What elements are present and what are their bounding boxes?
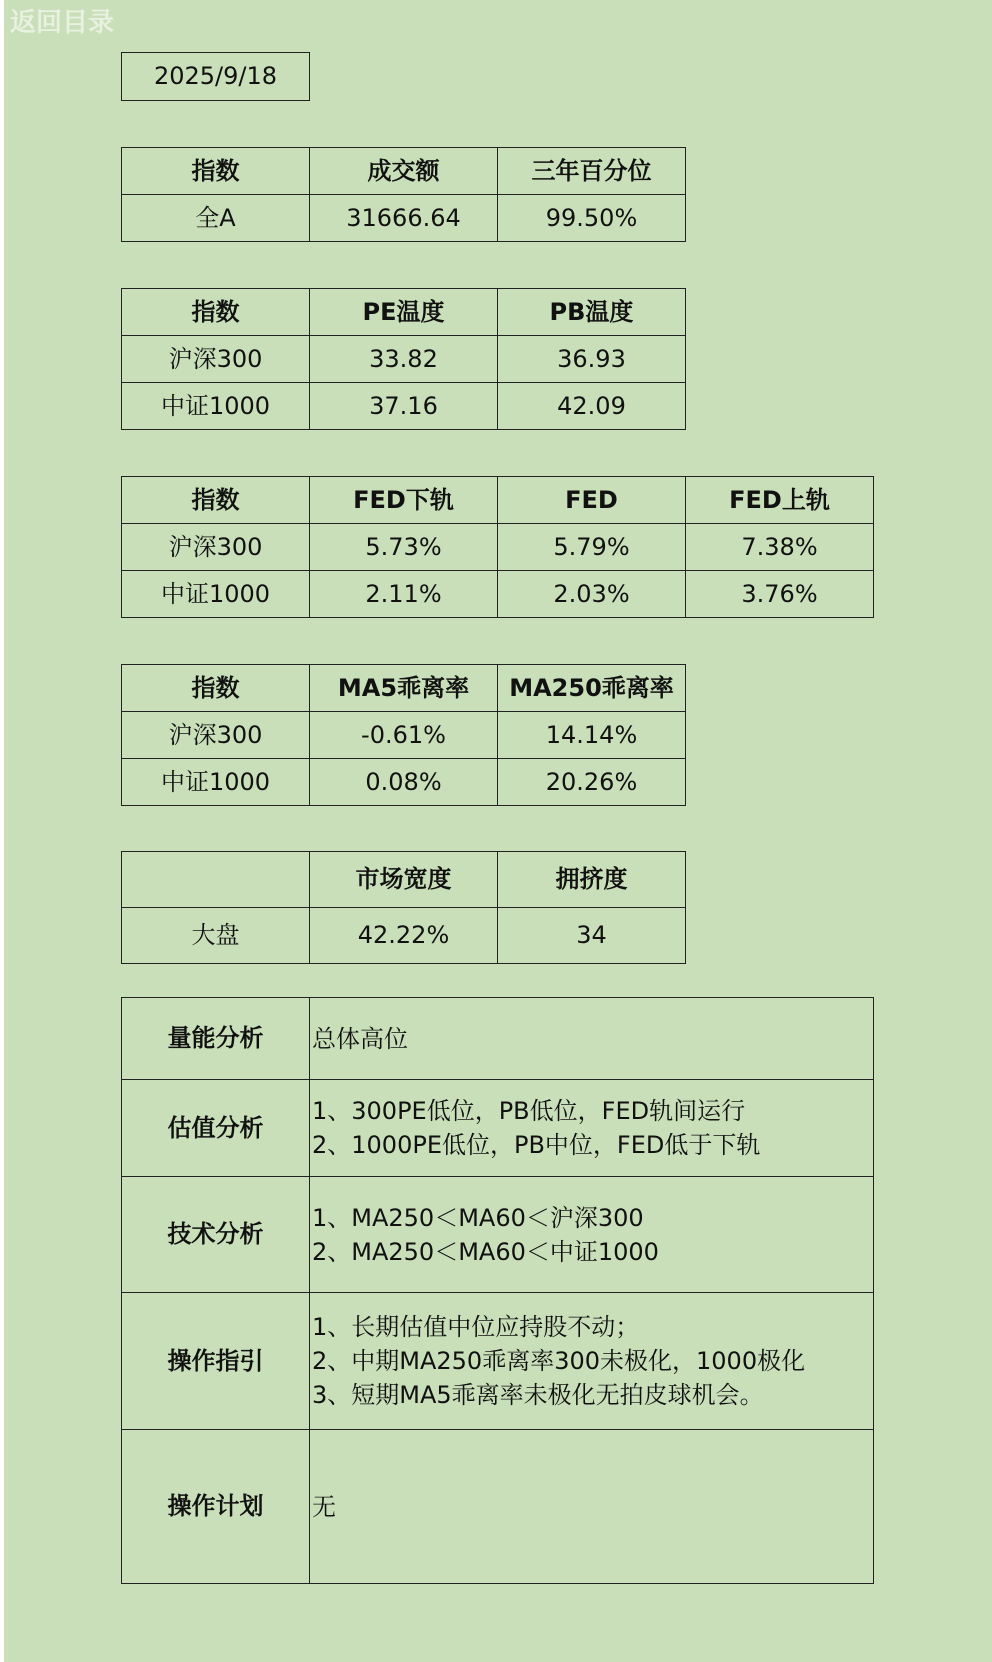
analysis-content: [309, 1429, 874, 1584]
date-cell: 2025/9/18: [121, 52, 310, 101]
analysis-line: 3、短期MA5乖离率未极化无拍皮球机会。: [312, 1381, 764, 1409]
table-cell: 42.09: [497, 382, 686, 430]
analysis-line: 无: [312, 1492, 336, 1521]
table-cell: 33.82: [309, 335, 498, 383]
table-header-cell: MA250乖离率: [497, 664, 686, 712]
analysis-line: 2、1000PE低位，PB中位，FED低于下轨: [312, 1131, 761, 1159]
analysis-label: 技术分析: [121, 1176, 310, 1293]
analysis-label: 估值分析: [121, 1079, 310, 1177]
table-cell: 沪深300: [121, 711, 310, 759]
analysis-label: 量能分析: [121, 997, 310, 1080]
table-cell: 5.79%: [497, 523, 686, 571]
analysis-content: [309, 1176, 874, 1293]
table-header-cell: [121, 851, 310, 908]
analysis-label: 操作指引: [121, 1292, 310, 1430]
analysis-content: [309, 1079, 874, 1177]
table-cell: 36.93: [497, 335, 686, 383]
analysis-line: 总体高位: [312, 1024, 408, 1053]
table-cell: 全A: [121, 194, 310, 242]
table-cell: 2.03%: [497, 570, 686, 618]
table-cell: 99.50%: [497, 194, 686, 242]
table-cell: 沪深300: [121, 523, 310, 571]
table-cell: 3.76%: [685, 570, 874, 618]
table-header-cell: 拥挤度: [497, 851, 686, 908]
analysis-label: 操作计划: [121, 1429, 310, 1584]
table-cell: 34: [497, 907, 686, 964]
table-header-cell: 三年百分位: [497, 147, 686, 195]
table-header-cell: 指数: [121, 476, 310, 524]
table-header-cell: PE温度: [309, 288, 498, 336]
table-header-cell: FED: [497, 476, 686, 524]
table-header-cell: 指数: [121, 288, 310, 336]
table-header-cell: 指数: [121, 664, 310, 712]
table-header-cell: 成交额: [309, 147, 498, 195]
table-cell: 中证1000: [121, 570, 310, 618]
analysis-line: 2、MA250＜MA60＜中证1000: [312, 1237, 659, 1266]
table-cell: 14.14%: [497, 711, 686, 759]
table-cell: 中证1000: [121, 758, 310, 806]
table-header-cell: MA5乖离率: [309, 664, 498, 712]
analysis-line: 2、中期MA250乖离率300未极化，1000极化: [312, 1347, 806, 1375]
table-cell: 20.26%: [497, 758, 686, 806]
back-to-index-link[interactable]: 返回目录: [10, 8, 115, 38]
table-cell: 7.38%: [685, 523, 874, 571]
table-cell: 2.11%: [309, 570, 498, 618]
analysis-line: 1、MA250＜MA60＜沪深300: [312, 1203, 644, 1232]
table-cell: 42.22%: [309, 907, 498, 964]
table-cell: 大盘: [121, 907, 310, 964]
table-cell: -0.61%: [309, 711, 498, 759]
left-edge-strip: [0, 0, 4, 1662]
analysis-content: [309, 1292, 874, 1430]
analysis-line: 1、长期估值中位应持股不动；: [312, 1313, 640, 1341]
table-cell: 37.16: [309, 382, 498, 430]
table-cell: 0.08%: [309, 758, 498, 806]
table-header-cell: 指数: [121, 147, 310, 195]
table-cell: 中证1000: [121, 382, 310, 430]
table-header-cell: PB温度: [497, 288, 686, 336]
table-header-cell: 市场宽度: [309, 851, 498, 908]
table-header-cell: FED上轨: [685, 476, 874, 524]
analysis-line: 1、300PE低位，PB低位，FED轨间运行: [312, 1097, 746, 1125]
table-cell: 5.73%: [309, 523, 498, 571]
table-cell: 31666.64: [309, 194, 498, 242]
table-header-cell: FED下轨: [309, 476, 498, 524]
analysis-content: [309, 997, 874, 1080]
table-cell: 沪深300: [121, 335, 310, 383]
